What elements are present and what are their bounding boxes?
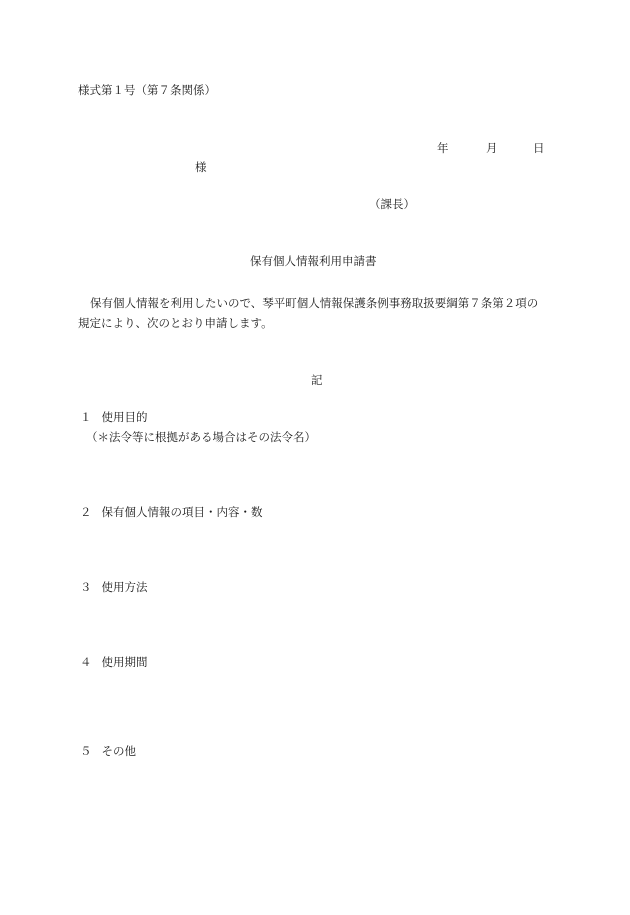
item-label: 使用方法 [101, 580, 148, 594]
item-number: ３ [80, 580, 92, 594]
item-5 [80, 746, 136, 758]
item-label: 使用期間 [101, 655, 148, 669]
item-label: 保有個人情報の項目・内容・数 [101, 505, 263, 519]
date-line [0, 143, 630, 157]
intro-line-1: 保有個人情報を利用したいので、琴平町個人情報保護条例事務取扱要綱第７条第２項の [90, 296, 539, 310]
month-label: 月 [486, 141, 498, 155]
addressee-suffix: 様 [195, 160, 207, 174]
item-number: ２ [80, 505, 92, 519]
item-4 [80, 657, 148, 669]
item-label: 使用目的 [101, 410, 148, 424]
item-2 [80, 507, 263, 519]
item-1 [80, 412, 148, 424]
item-label: その他 [101, 744, 136, 758]
item-1-note: （＊法令等に根拠がある場合はその法令名） [86, 430, 316, 444]
item-number: １ [80, 410, 92, 424]
year-label: 年 [437, 141, 449, 155]
intro-paragraph [78, 293, 563, 333]
item-number: ５ [80, 744, 92, 758]
intro-line-2: 規定により、次のとおり申請します。 [78, 316, 273, 330]
day-label: 日 [533, 141, 545, 155]
item-number: ４ [80, 655, 92, 669]
ki-heading: 記 [311, 373, 323, 387]
form-number: 様式第１号（第７条関係） [78, 83, 216, 97]
form-title: 保有個人情報利用申請書 [250, 254, 377, 268]
item-3 [80, 582, 148, 594]
section-chief-label: （課長） [369, 197, 415, 211]
